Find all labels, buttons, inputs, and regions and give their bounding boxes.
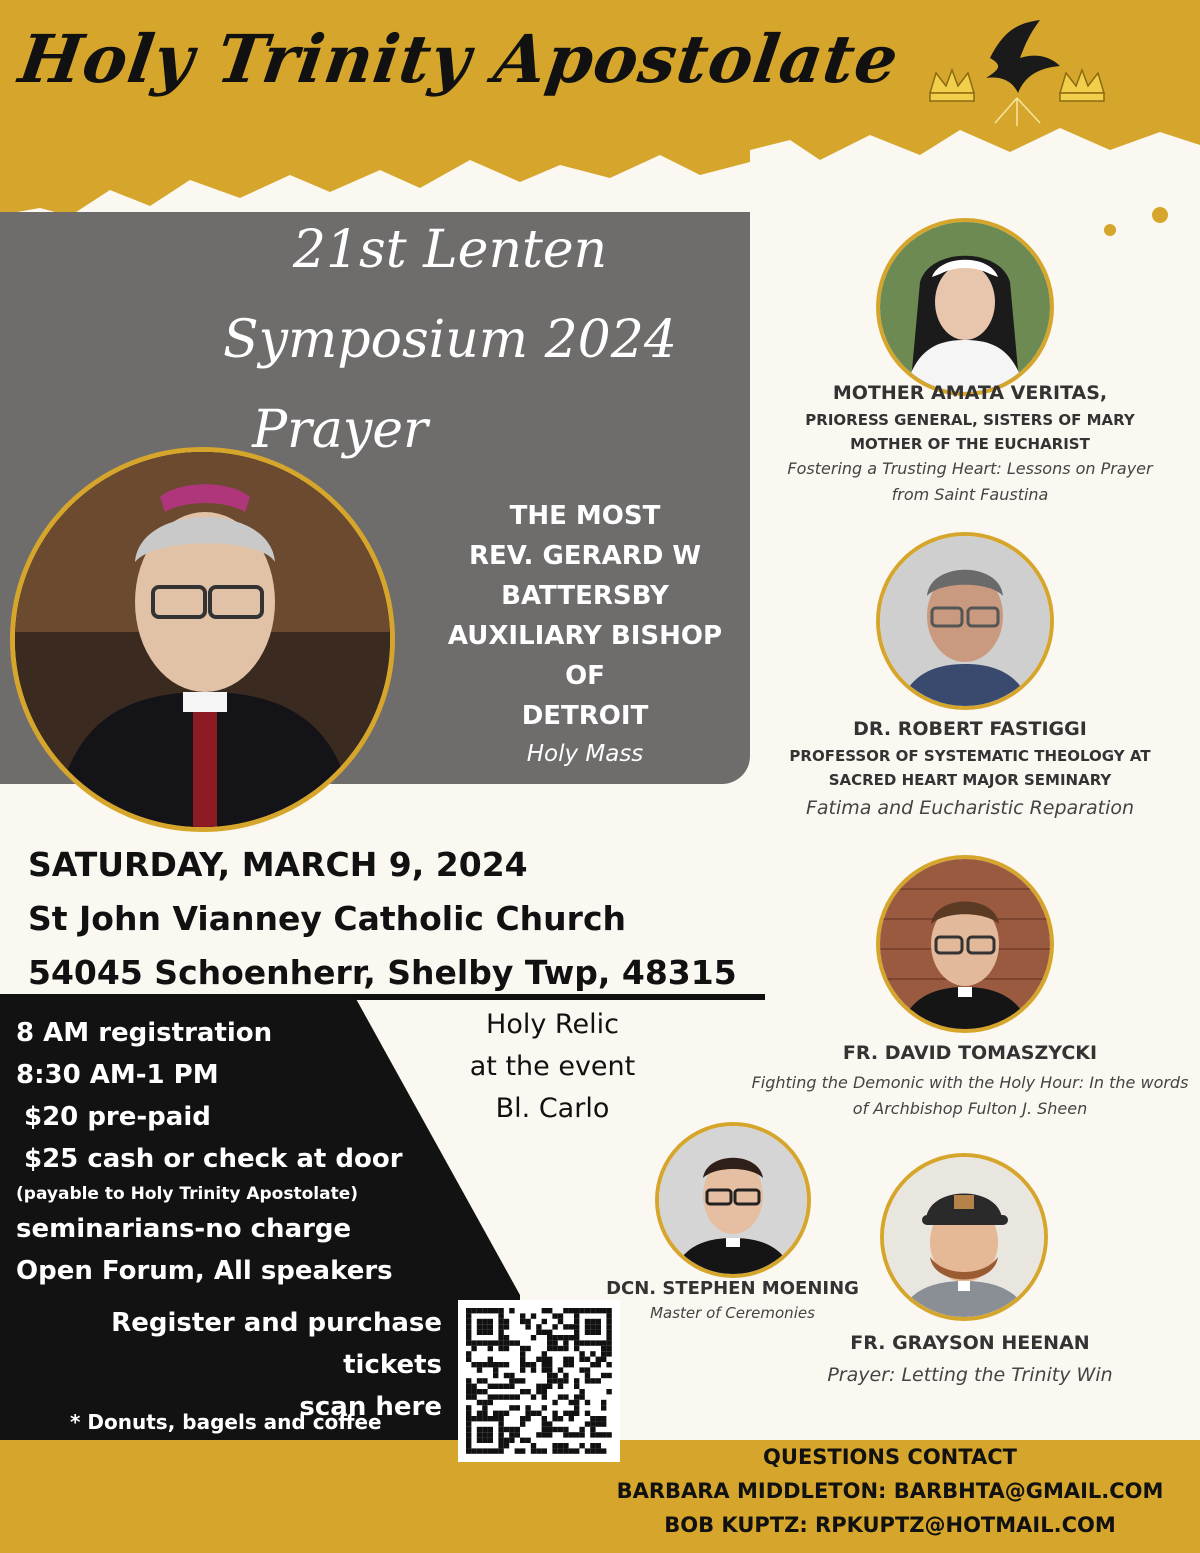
relic-line1: Holy Relic bbox=[486, 1009, 619, 1040]
relic-line2: at the event bbox=[469, 1051, 636, 1082]
speaker-topic: Fatima and Eucharistic Reparation bbox=[805, 797, 1135, 819]
speaker-role-line1: PRIORESS GENERAL, SISTERS OF MARY bbox=[805, 411, 1135, 429]
speaker-heenan bbox=[800, 1330, 1140, 1390]
register-line2: scan here bbox=[299, 1392, 442, 1422]
speaker-topic-line2: of Archbishop Fulton J. Sheen bbox=[852, 1099, 1088, 1118]
bishop-title-line3: BATTERSBY bbox=[501, 581, 669, 611]
contact-line1: BARBARA MIDDLETON: BARBHTA@GMAIL.COM bbox=[616, 1479, 1164, 1503]
speaker-name: DCN. STEPHEN MOENING bbox=[606, 1278, 859, 1299]
speaker-topic-line2: from Saint Faustina bbox=[891, 485, 1049, 504]
event-time: 8:30 AM-1 PM bbox=[16, 1060, 219, 1090]
speaker-name: MOTHER AMATA VERITAS, bbox=[832, 382, 1108, 404]
speaker-name: FR. GRAYSON HEENAN bbox=[850, 1332, 1090, 1354]
speaker-photo-moening bbox=[655, 1122, 811, 1278]
contact-heading: QUESTIONS CONTACT bbox=[763, 1445, 1017, 1469]
dove-and-crowns-logo bbox=[920, 18, 1110, 128]
bishop-title-line5: DETROIT bbox=[521, 701, 649, 731]
speaker-fastiggi bbox=[770, 716, 1170, 824]
speaker-amata bbox=[770, 380, 1170, 508]
speaker-moening bbox=[590, 1276, 875, 1324]
speaker-role-line2: SACRED HEART MAJOR SEMINARY bbox=[828, 771, 1112, 789]
speaker-tomaszycki bbox=[750, 1040, 1190, 1122]
event-date: SATURDAY, MARCH 9, 2024 bbox=[28, 845, 528, 884]
event-venue: St John Vianney Catholic Church bbox=[28, 899, 626, 938]
contact-info bbox=[590, 1440, 1190, 1542]
relic-line3: Bl. Carlo bbox=[495, 1093, 610, 1124]
bishop-title-line2: REV. GERARD W bbox=[468, 541, 702, 571]
speaker-topic: Master of Ceremonies bbox=[650, 1304, 815, 1322]
speaker-role-line2: MOTHER OF THE EUCHARIST bbox=[850, 435, 1090, 453]
bishop-title-line4: AUXILIARY BISHOP OF bbox=[447, 621, 723, 691]
details-list bbox=[16, 1012, 403, 1292]
symposium-theme: Prayer bbox=[252, 400, 428, 460]
bishop-title-line1: THE MOST bbox=[509, 501, 661, 531]
register-line1: Register and purchase tickets bbox=[111, 1308, 442, 1380]
forum-note: Open Forum, All speakers bbox=[16, 1256, 393, 1286]
bishop-topic: Holy Mass bbox=[526, 741, 644, 767]
speaker-topic-line1: Fighting the Demonic with the Holy Hour: In the words bbox=[751, 1073, 1189, 1092]
contact-line2: BOB KUPTZ: RPKUPTZ@HOTMAIL.COM bbox=[664, 1513, 1116, 1537]
symposium-title-line2: Symposium 2024 bbox=[223, 310, 677, 370]
organization-title: Holy Trinity Apostolate bbox=[14, 20, 904, 98]
speaker-name: FR. DAVID TOMASZYCKI bbox=[842, 1042, 1098, 1064]
event-address: 54045 Schoenherr, Shelby Twp, 48315 bbox=[28, 953, 737, 992]
registration-time: 8 AM registration bbox=[16, 1018, 273, 1048]
speaker-name: DR. ROBERT FASTIGGI bbox=[853, 718, 1087, 740]
speaker-topic-line1: Fostering a Trusting Heart: Lessons on Prayer bbox=[787, 459, 1153, 478]
speaker-topic: Prayer: Letting the Trinity Win bbox=[827, 1364, 1113, 1386]
speaker-photo-tomaszycki bbox=[876, 855, 1054, 1033]
bishop-info bbox=[425, 496, 745, 772]
speaker-photo-fastiggi bbox=[876, 532, 1054, 710]
speaker-photo-amata bbox=[876, 218, 1054, 396]
food-note: * Donuts, bagels and coffee bbox=[70, 1410, 382, 1434]
speaker-role-line1: PROFESSOR OF SYSTEMATIC THEOLOGY AT bbox=[789, 747, 1151, 765]
price-door: $25 cash or check at door bbox=[24, 1144, 403, 1174]
event-info bbox=[28, 838, 737, 1000]
registration-qr-code[interactable] bbox=[458, 1300, 620, 1462]
payable-note: (payable to Holy Trinity Apostolate) bbox=[16, 1184, 358, 1204]
seminarians-note: seminarians-no charge bbox=[16, 1214, 352, 1244]
symposium-title-line1: 21st Lenten bbox=[292, 220, 608, 280]
relic-info bbox=[455, 1004, 650, 1130]
bishop-portrait bbox=[10, 447, 395, 832]
price-prepaid: $20 pre-paid bbox=[24, 1102, 211, 1132]
speaker-photo-heenan bbox=[880, 1153, 1048, 1321]
